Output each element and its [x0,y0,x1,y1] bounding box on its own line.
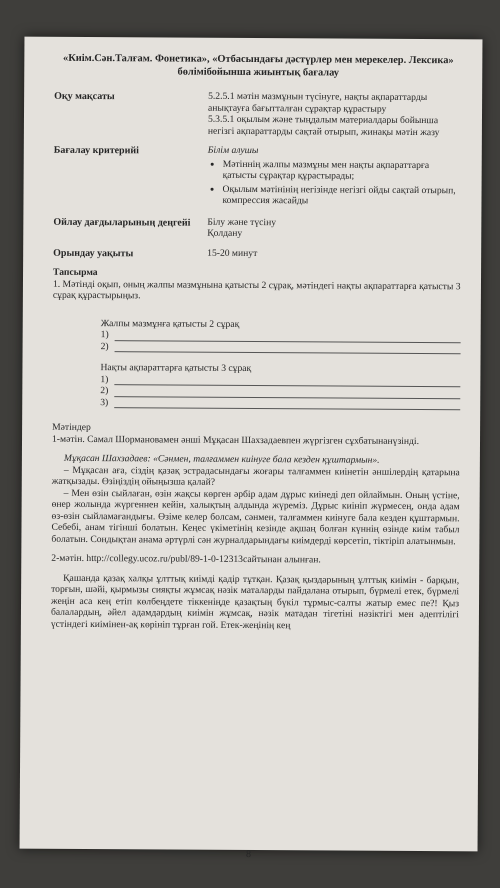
task-heading: Тапсырма [53,266,98,279]
task-text: 1. Мәтінді оқып, оның жалпы мазмұнына қатысты 2 сұрақ, мәтіндегі нақты ақпараттарға қатысты 3 сұрақ құрастырыңыз. [52,278,461,302]
texts-heading: Мәтіндер [52,421,91,434]
row-label: Оқу мақсаты [54,90,115,103]
level-line: Қолдану [207,227,243,239]
answer-line[interactable]: 2) [101,341,461,355]
page-number: 8 [245,848,252,861]
text2-paragraph: Қашанда қазақ халқы ұлттық киімді қадір тұтқан. Қазақ қыздарының ұлттық киімін - барқын, торғын, шәйі, қырмызы сияқты жұмсақ нәзік маталарды пайдалана отырып, бүрмелі етек, бүрмелі жеңін аса кең етіп көлбеңдете тіккеніңде қазақтың бүкіл тұрмыс-салты жатыр емес пе?! Қыз балалардың, әйел адамдардың киімін жұмсақ, нәзік матадан тігетіні нәзіктігі мен әдептілігі үстіндегі киімінен-ақ көрініп тұрған гой. Етек-жеңінің кең [50,572,460,631]
answer-line[interactable]: 1) [100,374,460,388]
goal-line: 5.3.5.1 оқылым және тыңдалым материалдары бойынша негізгі ақпараттарды сақтай отырып, жинақы мәтін жазу [207,113,440,138]
row-value [204,91,462,139]
criteria-item: • Мәтіннің жалпы мазмұны мен нақты ақпараттарға қатысты сұрақтар құрастырады; [223,158,462,182]
answer-group-label: Нақты ақпараттарға қатысты 3 сұрақ [100,362,252,374]
criteria-item: • Оқылым мәтінінің негізінде негізгі ойды сақтай отырып, компрессия жасайды [222,183,461,207]
row-label: Орындау уақыты [53,247,134,259]
answer-line[interactable]: 1) [101,329,461,343]
answer-block-general [100,318,461,411]
row-value: 15-20 минут [207,247,258,259]
text1-title: 1-мәтін. Самал Шормановамен әнші Мұқасан Шахзадаевпен жүргізген сұхбатынанүзінді. [51,433,420,447]
interview-paragraph: – Мен өзін сыйлаған, өзін жақсы көрген әрбір адам дұрыс киінеді деп ойлаймын. Оның үстіне, өнер жолында жүргеннен кейін, халықтың алдында жүреміз. Дұрыс киініп жүрмесең, онда адам өз-өзін сыйламағандығы. Өзіме келер болсам, сәнмен, талғаммен киінуге бала кезден құштармын. Себебі, анам тігінші болатын. Кеңес үкіметінің кезінде ақшаң болған күннің өзінде киім табыл болатын. Сондықтан анама әртүрлі сән журналдарындағы киімдерді көрсетіп, тіктіріп алатынмын. [51,487,460,547]
criteria-list [207,158,461,208]
row-value [203,145,461,210]
page-title: «Киім.Сән.Талғам. Фонетика», «Отбасындағы дәстүрлер мен мерекелер. Лексика» бөлімібойынша жиынтық бағалау [63,52,454,79]
answer-line[interactable]: 2) [100,385,460,399]
text2-source: 2-мәтін. http://collegy.ucoz.ru/publ/89-1-0-12313сайтынан алынған. [51,552,321,566]
goal-line: 5.2.5.1 мәтін мазмұнын түсінуге, нақты ақпараттарды анықтауға бағытталған сұрақтар құрастыру [208,90,428,115]
page-content [51,53,463,632]
criteria-intro: Білім алушы [207,144,259,157]
document-page [20,37,483,861]
row-label: Ойлау дағдыларының деңгейі [53,216,191,229]
row-learning-goal [54,90,462,138]
answer-line[interactable]: 3) [100,397,460,411]
level-line: Білу және түсіну [207,216,277,228]
interview-quote-title: Мұқасан Шахзадаев: «Сәнмен, талғаммен киінуге бала кезден құштармын». [63,452,380,466]
row-value [203,216,461,241]
row-duration [53,246,461,261]
answer-group-label: Жалпы мазмұнға қатысты 2 сұрақ [100,317,240,330]
row-criteria [53,144,461,210]
row-label: Бағалау критерийі [53,144,139,157]
row-thinking-level [53,215,461,240]
interview-paragraph: – Мұқасан аға, сіздің қазақ эстрадасындағы жоғары талғаммен киінетін әншілердің қатарына жатқызады. Өзіңіздің ойыңызша қалай? [51,464,460,488]
